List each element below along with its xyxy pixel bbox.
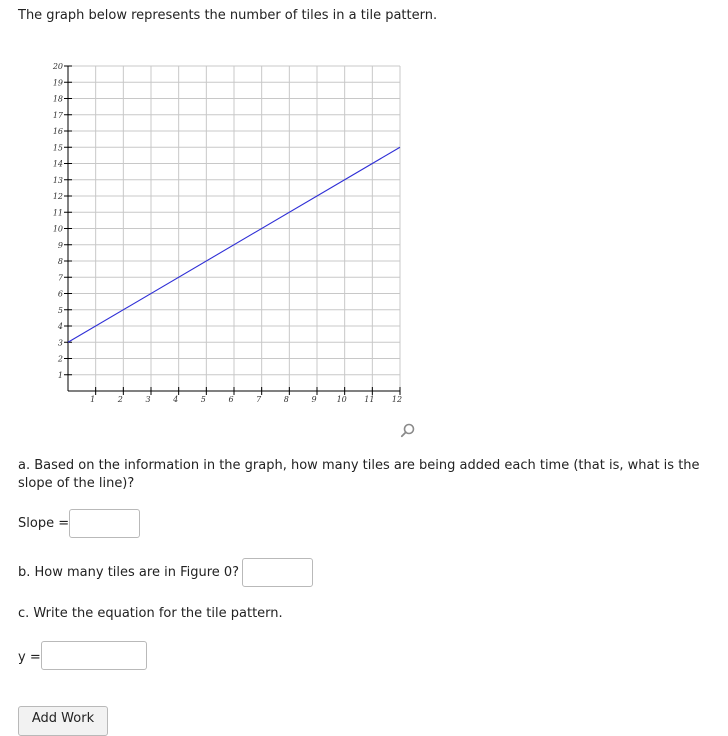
axes: [64, 66, 400, 395]
x-tick-label: 2: [117, 395, 123, 404]
equation-input[interactable]: [41, 641, 147, 670]
x-tick-label: 7: [256, 395, 262, 404]
y-tick-label: 10: [52, 224, 63, 234]
y-tick-label: 1: [57, 370, 63, 380]
y-tick-label: 20: [52, 62, 63, 71]
y-tick-label: 17: [52, 110, 63, 120]
y-tick-label: 2: [57, 354, 63, 364]
x-tick-label: 5: [200, 395, 206, 404]
x-tick-label: 4: [173, 395, 179, 404]
question-a: a. Based on the information in the graph, how many tiles are being added each time (that is, what is the slope of the line)?: [18, 458, 700, 491]
y-tick-label: 13: [52, 175, 63, 185]
y-tick-label: 7: [57, 273, 63, 283]
slope-input[interactable]: [69, 509, 140, 538]
y-tick-label: 8: [57, 257, 63, 266]
question-b: b. How many tiles are in Figure 0?: [18, 565, 240, 580]
y-tick-label: 19: [52, 78, 63, 88]
x-tick-label: 10: [336, 395, 347, 404]
slope-label: Slope =: [18, 516, 70, 531]
y-tick-label: 6: [57, 289, 63, 299]
y-tick-label: 16: [52, 127, 63, 136]
question-c: c. Write the equation for the tile pattern.: [18, 606, 283, 621]
y-tick-label: 3: [57, 338, 63, 348]
y-tick-label: 18: [52, 94, 63, 104]
y-tick-label: 5: [57, 305, 63, 315]
y-tick-label: 12: [52, 192, 63, 201]
figure-0-input[interactable]: [242, 558, 313, 587]
x-tick-label: 6: [228, 395, 234, 404]
tick-labels: [52, 62, 402, 404]
x-tick-label: 11: [364, 395, 375, 404]
y-tick-label: 11: [52, 208, 63, 218]
y-equals-label: y =: [18, 650, 41, 665]
intro-text: The graph below represents the number of tiles in a tile pattern.: [18, 8, 438, 23]
magnify-icon[interactable]: [400, 423, 416, 439]
y-tick-label: 15: [52, 143, 63, 153]
add-work-button[interactable]: Add Work: [18, 706, 108, 736]
grid-lines: [68, 66, 400, 391]
x-tick-label: 12: [391, 395, 403, 404]
x-tick-label: 9: [311, 395, 317, 404]
y-tick-label: 9: [57, 240, 63, 250]
x-tick-label: 1: [90, 395, 96, 404]
x-tick-label: 8: [283, 395, 289, 404]
y-tick-label: 4: [57, 322, 63, 331]
y-tick-label: 14: [52, 159, 63, 169]
x-tick-label: 3: [145, 395, 151, 404]
